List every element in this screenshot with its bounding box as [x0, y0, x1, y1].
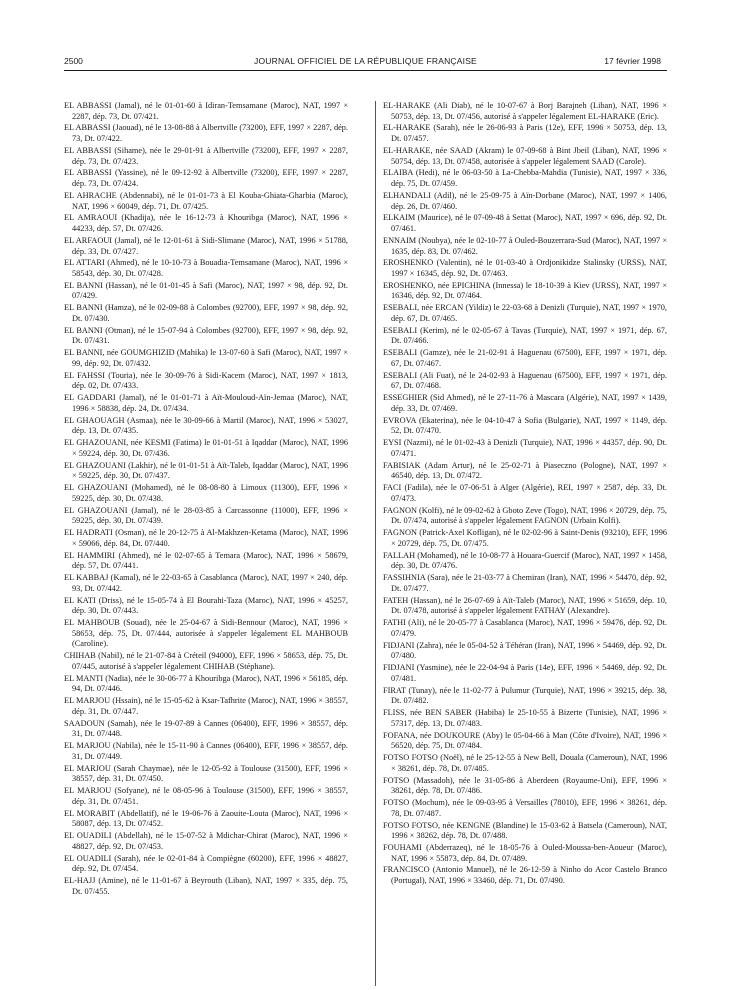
naturalization-entry: FOTSO FOTSO (Noël), né le 25-12-55 à New Bell, Douala (Cameroun), NAT, 1996 × 38261, dép. 78, Dt. 07/485.	[383, 753, 667, 773]
page-number: 2500	[64, 56, 83, 66]
naturalization-entry: ESSEGHIER (Sid Ahmed), né le 27-11-76 à Mascara (Algérie), NAT, 1997 × 1439, dép. 33, Dt. 07/469.	[383, 393, 667, 413]
naturalization-entry: EL ARFAOUI (Jamal), né le 12-01-61 à Sidi-Slimane (Maroc), NAT, 1996 × 51788, dép. 33, Dt. 07/427.	[64, 235, 348, 256]
naturalization-entry: EL GADDARI (Jamal), né le 01-01-71 à Aït-Mouloud-Aïn-Jemaa (Maroc), NAT, 1996 × 58838, dép. 24, Dt. 07/434.	[64, 393, 348, 413]
naturalization-entry: EROSHENKO (Valentin), né le 01-03-40 à Ordjonikidze Stalinsky (URSS), NAT, 1997 × 16345, dép. 92, Dt. 07/463.	[383, 258, 667, 278]
naturalization-entry: FATEH (Hassan), né le 26-07-69 à Aït-Taleb (Maroc), NAT, 1996 × 51659, dép. 10, Dt. 07/478, autorisé à s'appeler légalement FATHAY (Alexandre).	[383, 595, 667, 616]
naturalization-entry: EL ABBASSI (Sihame), née le 29-01-91 à Albertville (73200), EFF, 1997 × 2287, dép. 73, Dt. 07/423.	[64, 145, 348, 166]
naturalization-entry: EL MANTI (Nadia), née le 30-06-77 à Khouribga (Maroc), NAT, 1996 × 56185, dép. 94, Dt. 07/446.	[64, 673, 348, 694]
naturalization-entry: EL BANNI (Hamza), né le 02-09-88 à Colombes (92700), EFF, 1997 × 98, dép. 92, Dt. 07/430.	[64, 303, 348, 323]
naturalization-entry: ENNAIM (Noubya), née le 02-10-77 à Ouled-Bouzerrara-Sud (Maroc), NAT, 1997 × 1635, dép. 83, Dt. 07/462.	[383, 235, 667, 256]
naturalization-entry: EL FAHSSI (Touria), née le 30-09-76 à Sidi-Kacem (Maroc), NAT, 1997 × 1813, dép. 02, Dt. 07/433.	[64, 370, 348, 391]
naturalization-entry: EL-HARAKE (Sarah), née le 26-06-93 à Paris (12e), EFF, 1996 × 50753, dép. 13, Dt. 07/457.	[383, 123, 667, 144]
naturalization-entry: EL HADRATI (Osman), né le 20-12-75 à Al-Makhzen-Ketama (Maroc), NAT, 1996 × 59066, dép. 84, Dt. 07/440.	[64, 528, 348, 548]
naturalization-entry: FOTSO FOTSO, née KENGNE (Blandine) le 15-03-62 à Batsela (Cameroun), NAT, 1996 × 38262, dép. 78, Dt. 07/488.	[383, 820, 667, 841]
naturalization-entry: FOTSO (Mochum), née le 09-03-95 à Versailles (78010), EFF, 1996 × 38261, dép. 78, Dt. 07/487.	[383, 798, 667, 818]
naturalization-entry: EL ABBASSI (Yassine), né le 09-12-92 à Albertville (73200), EFF, 1997 × 2287, dép. 73, Dt. 07/424.	[64, 168, 348, 189]
naturalization-entry: EL ABBASSI (Jaouad), né le 13-08-88 à Albertville (73200), EFF, 1997 × 2287, dép. 73, Dt. 07/422.	[64, 123, 348, 144]
naturalization-entry: EL AHRACHE (Abdennabi), né le 01-01-73 à El Kouba-Ghiata-Gharbia (Maroc), NAT, 1996 × 60049, dép. 71, Dt. 07/425.	[64, 190, 348, 211]
naturalization-entry: ESEBALI, née ERCAN (Yildiz) le 22-03-68 à Denizli (Turquie), NAT, 1997 × 1970, dép. 67, Dt. 07/465.	[383, 303, 667, 323]
naturalization-entry: FALLAH (Mohamed), né le 10-08-77 à Houara-Guercif (Maroc), NAT, 1997 × 1458, dép. 30, Dt. 07/476.	[383, 550, 667, 571]
naturalization-entry: EL MARJOU (Hssain), né le 15-05-62 à Ksar-Tafhrite (Maroc), NAT, 1996 × 38557, dép. 31, Dt. 07/447.	[64, 696, 348, 716]
naturalization-entry: FOTSO (Massadoh), née le 31-05-86 à Aberdeen (Royaume-Uni), EFF, 1996 × 38261, dép. 78, Dt. 07/486.	[383, 775, 667, 796]
naturalization-entry: EL KATI (Driss), né le 15-05-74 à El Bourahi-Taza (Maroc), NAT, 1996 × 45257, dép. 30, Dt. 07/443.	[64, 595, 348, 616]
left-column	[64, 101, 348, 899]
naturalization-entry: FIRAT (Tunay), née le 11-02-77 à Pulumur (Turquie), NAT, 1996 × 39215, dép. 38, Dt. 07/482.	[383, 685, 667, 706]
naturalization-entry: FLISS, née BEN SABER (Habiba) le 25-10-55 à Bizerte (Tunisie), NAT, 1996 × 57317, dép. 13, Dt. 07/483.	[383, 708, 667, 728]
issue-date: 17 février 1998	[604, 56, 661, 66]
naturalization-entry: EL ABBASSI (Jamal), né le 01-01-60 à Idiran-Temsamane (Maroc), NAT, 1997 × 2287, dép. 73, Dt. 07/421.	[64, 101, 348, 121]
naturalization-entry: FAGNON (Patrick-Axel Kofligan), né le 02-02-96 à Saint-Denis (93210), EFF, 1996 × 20729, dép. 75, Dt. 07/475.	[383, 528, 667, 548]
naturalization-entry: EL AMRAOUI (Khadija), née le 16-12-73 à Khouribga (Maroc), NAT, 1996 × 44233, dép. 57, Dt. 07/426.	[64, 213, 348, 234]
naturalization-entry: FOUHAMI (Abderrazeq), né le 18-05-76 à Ouled-Moussa-ben-Aoueur (Maroc), NAT, 1996 × 55873, dép. 84, Dt. 07/489.	[383, 842, 667, 863]
column-divider	[375, 101, 376, 986]
naturalization-entry: EL GHAZOUANI (Mohamed), né le 08-08-80 à Limoux (11300), EFF, 1996 × 59225, dép. 30, Dt. 07/438.	[64, 483, 348, 503]
naturalization-entry: FACI (Fadila), née le 07-06-51 à Alger (Algérie), REI, 1997 × 2587, dép. 33, Dt. 07/473.	[383, 483, 667, 503]
naturalization-entry: EL BANNI (Otman), né le 15-07-94 à Colombes (92700), EFF, 1997 × 98, dép. 92, Dt. 07/431.	[64, 325, 348, 346]
naturalization-entry: EVROVA (Ekaterina), née le 04-10-47 à Sofia (Bulgarie), NAT, 1997 × 1149, dép. 52, Dt. 07/470.	[383, 415, 667, 436]
naturalization-entry: EL GHAZOUANI (Lakhir), né le 01-01-51 à Aït-Taleb, Iqaddar (Maroc), NAT, 1996 × 59225, dép. 30, Dt. 07/437.	[64, 460, 348, 481]
page-header	[0, 0, 731, 70]
naturalization-entry: FIDJANI (Yasmine), née le 22-04-94 à Paris (14e), EFF, 1996 × 54469, dép. 92, Dt. 07/481.	[383, 663, 667, 683]
naturalization-entry: EL OUADILI (Sarah), née le 02-01-84 à Compiègne (60200), EFF, 1996 × 48827, dép. 92, Dt. 07/454.	[64, 853, 348, 874]
right-column	[383, 101, 667, 888]
naturalization-entry: ESEBALI (Gamze), née le 21-02-91 à Haguenau (67500), EFF, 1997 × 1971, dép. 67, Dt. 07/467.	[383, 348, 667, 368]
naturalization-entry: FASSIHNIA (Sara), née le 21-03-77 à Chemiran (Iran), NAT, 1996 × 54470, dép. 92, Dt. 07/477.	[383, 573, 667, 593]
naturalization-entry: FAGNON (Kolfi), né le 09-02-62 à Gboto Zeve (Togo), NAT, 1996 × 20729, dép. 75, Dt. 07/474, autorisé à s'appeler légalement FAGNON (Urbain Kolfi).	[383, 505, 667, 526]
naturalization-entry: ESEBALI (Kerim), né le 02-05-67 à Tavas (Turquie), NAT, 1997 × 1971, dép. 67, Dt. 07/466.	[383, 325, 667, 346]
naturalization-entry: EL-HARAKE (Ali Diab), né le 10-07-67 à Borj Barajneh (Liban), NAT, 1996 × 50753, dép. 13, Dt. 07/456, autorisé à s'appeler légalement EL-HARAKE (Eric).	[383, 101, 667, 121]
naturalization-entry: FABISIAK (Adam Artur), né le 25-02-71 à Piaseczno (Pologne), NAT, 1997 × 46540, dép. 13, Dt. 07/472.	[383, 460, 667, 481]
header-rule	[64, 70, 667, 71]
naturalization-entry: CHIHAB (Nabil), né le 21-07-84 à Créteil (94000), EFF, 1996 × 58653, dép. 75, Dt. 07/445, autorisé à s'appeler légalement CHIHAB (Stéphane).	[64, 651, 348, 671]
naturalization-entry: ESEBALI (Ali Fuat), né le 24-02-93 à Haguenau (67500), EFF, 1997 × 1971, dép. 67, Dt. 07/468.	[383, 370, 667, 391]
naturalization-entry: EL HAMMIRI (Ahmed), né le 02-07-65 à Temara (Maroc), NAT, 1996 × 58679, dép. 57, Dt. 07/441.	[64, 550, 348, 571]
naturalization-entry: EYSI (Nazmi), né le 01-02-43 à Denizli (Turquie), NAT, 1996 × 44357, dép. 90, Dt. 07/471.	[383, 438, 667, 458]
naturalization-entry: EL ATTARI (Ahmed), né le 10-10-73 à Bouadia-Temsamane (Maroc), NAT, 1996 × 58543, dép. 30, Dt. 07/428.	[64, 258, 348, 278]
naturalization-entry: ELHANDALI (Adil), né le 25-09-75 à Aïn-Dorbane (Maroc), NAT, 1997 × 1406, dép. 26, Dt. 07/460.	[383, 190, 667, 211]
naturalization-entry: FATHI (Ali), né le 20-05-77 à Casablanca (Maroc), NAT, 1996 × 59476, dép. 92, Dt. 07/479.	[383, 618, 667, 638]
naturalization-entry: ELKAIM (Maurice), né le 07-09-48 à Settat (Maroc), NAT, 1997 × 696, dép. 92, Dt. 07/461.	[383, 213, 667, 234]
naturalization-entry: EL GHAOUAGH (Asmaa), née le 30-09-66 à Martil (Maroc), NAT, 1996 × 53027, dép. 13, Dt. 07/435.	[64, 415, 348, 436]
journal-title: JOURNAL OFFICIEL DE LA RÉPUBLIQUE FRANÇAISE	[254, 56, 477, 66]
naturalization-entry: EL BANNI, née GOUMGHIZID (Mahika) le 13-07-60 à Safi (Maroc), NAT, 1997 × 99, dép. 92, Dt. 07/432.	[64, 348, 348, 368]
naturalization-entry: EL MORABIT (Abdellatif), né le 19-06-76 à Zaouite-Louta (Maroc), NAT, 1996 × 58087, dép. 13, Dt. 07/452.	[64, 808, 348, 829]
naturalization-entry: EL-HARAKE, née SAAD (Akram) le 07-09-68 à Bint Jbeil (Liban), NAT, 1996 × 50754, dép. 13, Dt. 07/458, autorisée à s'appeler légalement SAAD (Carole).	[383, 145, 667, 166]
naturalization-entry: EL-HAJJ (Amine), né le 11-01-67 à Beyrouth (Liban), NAT, 1997 × 335, dép. 75, Dt. 07/455.	[64, 876, 348, 896]
naturalization-entry: SAADOUN (Samah), née le 19-07-89 à Cannes (06400), EFF, 1996 × 38557, dép. 31, Dt. 07/448.	[64, 718, 348, 739]
naturalization-entry: EL MARJOU (Sofyane), né le 08-05-96 à Toulouse (31500), EFF, 1996 × 38557, dép. 31, Dt. 07/451.	[64, 786, 348, 806]
naturalization-entry: EL MARJOU (Nabila), née le 15-11-90 à Cannes (06400), EFF, 1996 × 38557, dép. 31, Dt. 07/449.	[64, 741, 348, 761]
naturalization-entry: EL KABBAJ (Kamal), né le 22-03-65 à Casablanca (Maroc), NAT, 1997 × 240, dép. 93, Dt. 07/442.	[64, 573, 348, 593]
naturalization-entry: EROSHENKO, née EPICHINA (Innessa) le 18-10-39 à Kiev (URSS), NAT, 1997 × 16346, dép. 92, Dt. 07/464.	[383, 280, 667, 301]
naturalization-entry: EL MAHBOUB (Souad), née le 25-04-67 à Sidi-Bennour (Maroc), NAT, 1996 × 58653, dép. 75, Dt. 07/444, autorisée à s'appeler légalement EL MAHBOUB (Caroline).	[64, 618, 348, 649]
naturalization-entry: FIDJANI (Zahra), née le 05-04-52 à Téhéran (Iran), NAT, 1996 × 54469, dép. 92, Dt. 07/480.	[383, 640, 667, 661]
naturalization-entry: EL MARJOU (Sarah Chaymae), née le 12-05-92 à Toulouse (31500), EFF, 1996 × 38557, dép. 31, Dt. 07/450.	[64, 763, 348, 784]
naturalization-entry: EL GHAZOUANI, née KESMI (Fatima) le 01-01-51 à Iqaddar (Maroc), NAT, 1996 × 59224, dép. 30, Dt. 07/436.	[64, 438, 348, 458]
naturalization-entry: EL GHAZOUANI (Jamal), né le 28-03-85 à Carcassonne (11000), EFF, 1996 × 59225, dép. 30, Dt. 07/439.	[64, 505, 348, 526]
naturalization-entry: ELAIBA (Hedi), né le 06-03-50 à La-Chebba-Mahdia (Tunisie), NAT, 1997 × 336, dép. 75, Dt. 07/459.	[383, 168, 667, 189]
naturalization-entry: FRANCISCO (Antonio Manuel), né le 26-12-59 à Ninho do Acor Castelo Branco (Portugal), NAT, 1996 × 33460, dép. 71, Dt. 07/490.	[383, 865, 667, 886]
naturalization-entry: FOFANA, née DOUKOURE (Aby) le 05-04-66 à Man (Côte d'Ivoire), NAT, 1996 × 56520, dép. 75, Dt. 07/484.	[383, 730, 667, 751]
naturalization-entry: EL BANNI (Hassan), né le 01-01-45 à Safi (Maroc), NAT, 1997 × 98, dép. 92, Dt. 07/429.	[64, 280, 348, 301]
naturalization-entry: EL OUADILI (Abdellah), né le 15-07-52 à Mdichar-Chirat (Maroc), NAT, 1996 × 48827, dép. 92, Dt. 07/453.	[64, 831, 348, 851]
